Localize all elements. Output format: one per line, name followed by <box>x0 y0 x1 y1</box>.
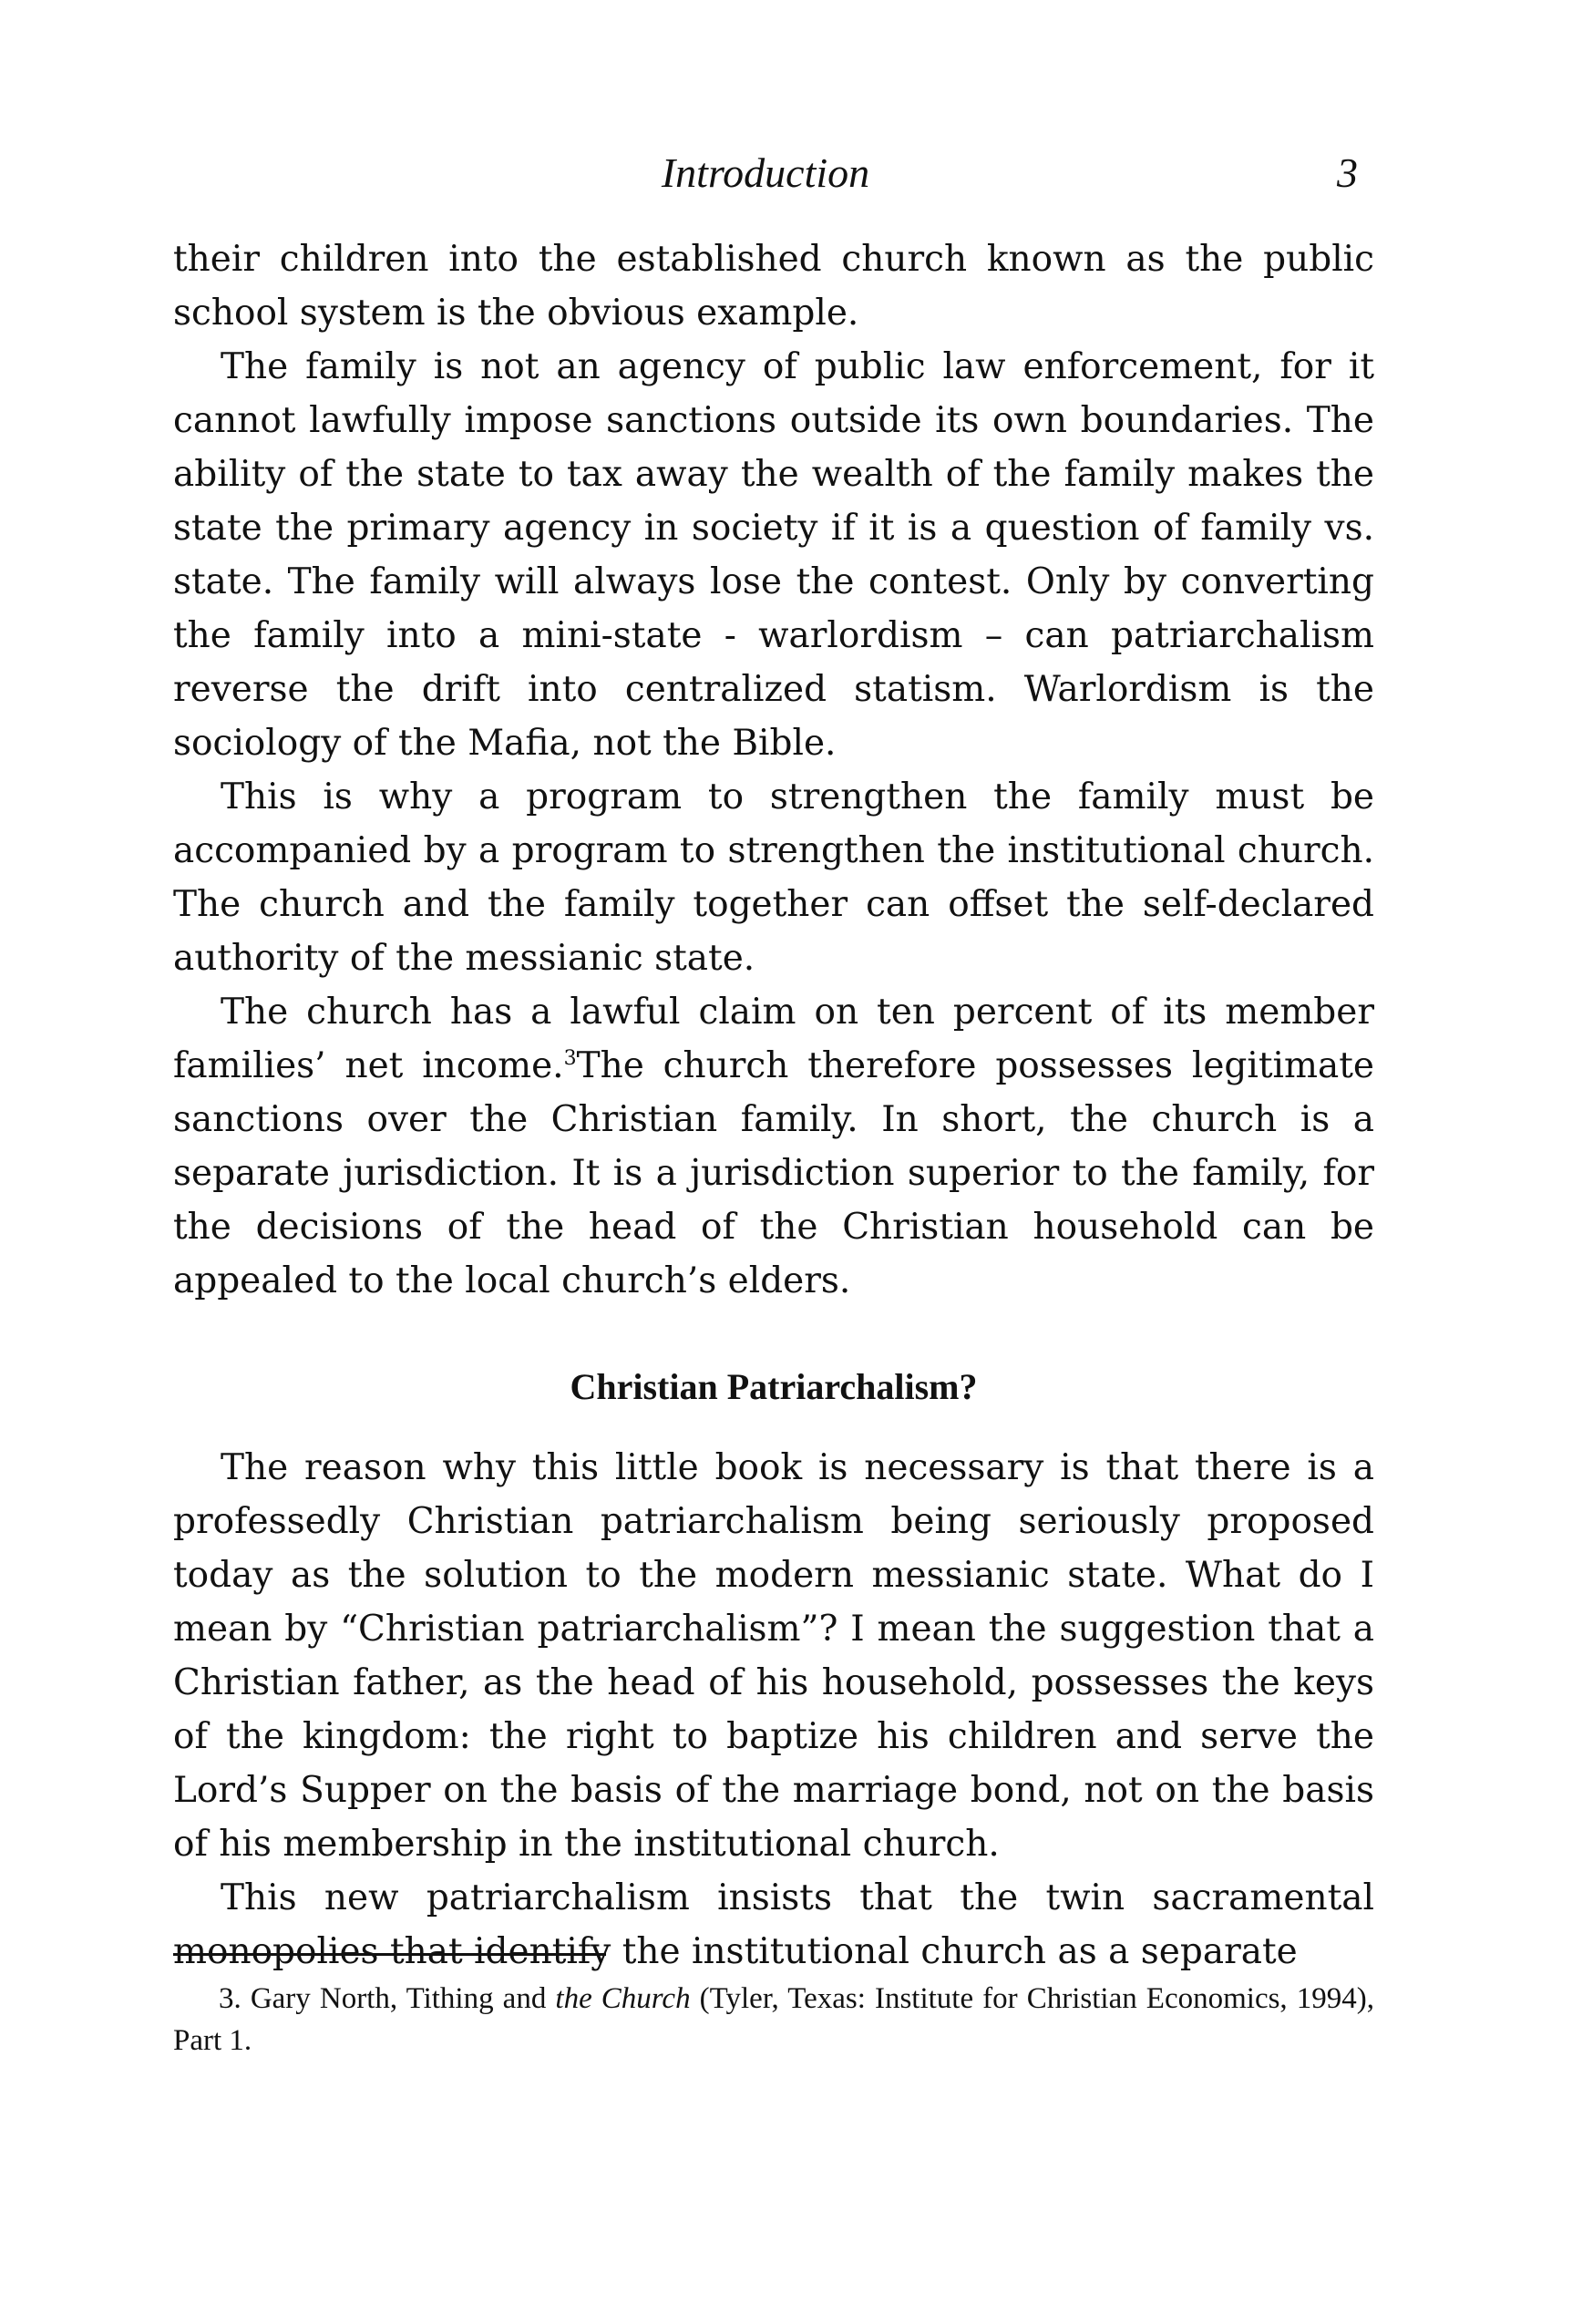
footnote <box>173 1978 1374 2062</box>
running-head <box>173 146 1358 201</box>
paragraph-program: This is why a program to strengthen the family must be accompanied by a program to strengthen the institutional church. The church and the family together can offset the self-declared authority of the messianic state. <box>173 776 1374 979</box>
section-heading-bold: Patriarchalism? <box>726 1366 978 1407</box>
paragraph-tithe <box>173 985 1374 1308</box>
footnote-text: Gary North, Tithing and <box>250 1982 547 2015</box>
running-title: Introduction <box>661 149 870 196</box>
footnote-rule <box>173 1953 606 1956</box>
paragraph-family-law: The family is not an agency of public law enforcement, for it cannot lawfully impose sanctions outside its own boundaries. The ability of the state to tax away the wealth of the family makes the state the primary agency in society if it is a question of family vs. state. The family will always lose the contest. Only by converting the family into a mini-state - warlordism – can patriarchalism reverse the drift into centralized statism. Warlordism is the sociology of the Mafia, not the Bible. <box>173 346 1374 764</box>
footnote-number: 3. <box>219 1982 241 2015</box>
paragraph-tithe-text-cont: The church therefore possesses legitimate sanctions over the Christian family. In short, the church is a separate jurisdiction. It is a jurisdiction superior to the family, for the decisions of the head of the Christian household can be appealed to the local church’s elders. <box>173 1045 1374 1301</box>
paragraph-new-patriarchalism: This new patriarchalism insists that the twin sacramental monopolies that identify the institutional church as a separate <box>173 1877 1374 1972</box>
footnote-text-cont: (Tyler, Texas: Institute for Christian Economics, 1994), Part 1. <box>173 1982 1375 2057</box>
footnote-reference: 3 <box>563 1047 577 1070</box>
section-heading <box>173 1359 1374 1415</box>
page-number: 3 <box>1337 149 1358 196</box>
paragraph-tithe-text: The church has a lawful claim on ten percent of its member families’ net income. <box>173 992 1374 1086</box>
body-text <box>173 232 1374 1979</box>
paragraph-reason: The reason why this little book is necessary is that there is a professedly Christian patriarchalism being seriously proposed today as the solution to the modern messianic state. What do I mean by “Christian patriarchalism”? I mean the suggestion that a Christian father, as the head of his household, possesses the keys of the kingdom: the right to baptize his children and serve the Lord’s Supper on the basis of the marriage bond, not on the basis of his membership in the institutional church. <box>173 1447 1374 1865</box>
footnote-italic-title: the Church <box>555 1982 691 2015</box>
section-heading-plain: Christian <box>570 1366 718 1407</box>
paragraph-continued: their children into the established church known as the public school system is the obvious example. <box>173 239 1374 334</box>
